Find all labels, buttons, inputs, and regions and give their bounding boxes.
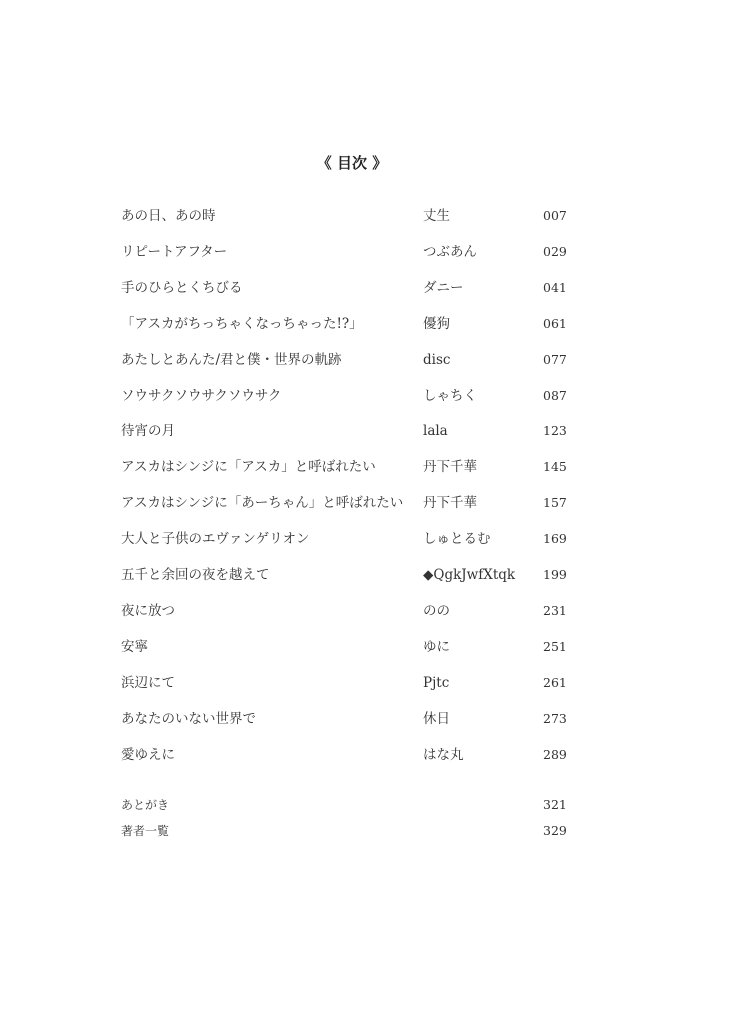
- entry-author: ゆに: [423, 638, 450, 655]
- entry-author: lala: [423, 423, 448, 440]
- toc-entry: [121, 242, 571, 262]
- toc-entry: [121, 565, 571, 585]
- entry-page: 007: [543, 208, 567, 223]
- entry-title: アスカはシンジに「アスカ」と呼ばれたい: [121, 459, 376, 476]
- toc-entry: [121, 529, 571, 549]
- entry-author: しゅとるむ: [423, 531, 491, 548]
- entry-page: 199: [543, 567, 567, 582]
- entry-author: 休日: [423, 710, 450, 727]
- entry-author: 丹下千華: [423, 495, 477, 512]
- entry-author: 優狗: [423, 315, 450, 332]
- toc-entry: [121, 493, 571, 513]
- toc-entry: [121, 314, 571, 334]
- entry-title: 愛ゆえに: [121, 746, 175, 763]
- toc-entry: [121, 350, 571, 370]
- entry-page: 261: [543, 674, 567, 690]
- entry-author: 丹下千華: [423, 459, 477, 476]
- entry-title: 五千と余回の夜を越えて: [121, 567, 270, 583]
- entry-page: 123: [543, 423, 567, 439]
- entry-author: はな丸: [423, 746, 464, 763]
- toc-extra-entry: [121, 795, 571, 815]
- entry-page: 087: [543, 387, 567, 403]
- entry-title: 大人と子供のエヴァンゲリオン: [121, 531, 310, 548]
- toc-entry: [121, 421, 571, 441]
- entry-author: しゃちく: [423, 387, 477, 404]
- entry-author: ◆QgkJwfXtqk: [423, 567, 516, 583]
- entry-page: 231: [543, 602, 567, 618]
- toc-heading: 《 目次 》: [316, 154, 388, 172]
- entry-page: 321: [543, 797, 567, 812]
- entry-page: 077: [543, 351, 567, 367]
- entry-title: 待宵の月: [121, 423, 175, 440]
- entry-page: 169: [543, 531, 567, 547]
- entry-title: あの日、あの時: [121, 208, 216, 224]
- entry-author: ダニー: [423, 279, 464, 296]
- toc-entry: [121, 637, 571, 657]
- toc-extra-entry: [121, 821, 571, 841]
- toc-entry: [121, 673, 571, 693]
- entry-author: Pjtc: [423, 674, 450, 691]
- toc-entry: [121, 386, 571, 406]
- entry-page: 289: [543, 746, 567, 762]
- entry-page: 157: [543, 495, 567, 511]
- entry-title: 夜に放つ: [121, 602, 175, 619]
- entry-page: 029: [543, 243, 567, 259]
- entry-page: 251: [543, 638, 567, 654]
- entry-author: disc: [423, 351, 451, 368]
- entry-title: アスカはシンジに「あーちゃん」と呼ばれたい: [121, 495, 404, 512]
- toc-entry: [121, 709, 571, 729]
- entry-page: 061: [543, 315, 567, 331]
- entry-page: 145: [543, 459, 567, 475]
- entry-title: 「アスカがちっちゃくなっちゃった!?」: [121, 315, 363, 332]
- toc-entry: [121, 278, 571, 298]
- entry-author: のの: [423, 602, 450, 619]
- entry-author: 丈生: [423, 208, 450, 224]
- entry-title: ソウサクソウサクソウサク: [121, 387, 282, 404]
- entry-title: あたしとあんた/君と僕・世界の軌跡: [121, 351, 342, 368]
- entry-page: 273: [543, 710, 567, 726]
- toc-entry: [121, 601, 571, 621]
- entry-title: 著者一覧: [121, 824, 170, 838]
- entry-title: あとがき: [121, 798, 170, 812]
- entry-author: つぶあん: [423, 243, 477, 260]
- entry-title: リピートアフター: [121, 243, 228, 260]
- entry-page: 041: [543, 279, 567, 295]
- toc-entry: [121, 745, 571, 765]
- entry-title: 手のひらとくちびる: [121, 279, 243, 296]
- entry-title: あなたのいない世界で: [121, 710, 256, 727]
- entry-title: 安寧: [121, 638, 148, 655]
- entry-title: 浜辺にて: [121, 674, 175, 691]
- entry-page: 329: [543, 823, 567, 838]
- toc-entry: [121, 206, 571, 226]
- toc-entry: [121, 457, 571, 477]
